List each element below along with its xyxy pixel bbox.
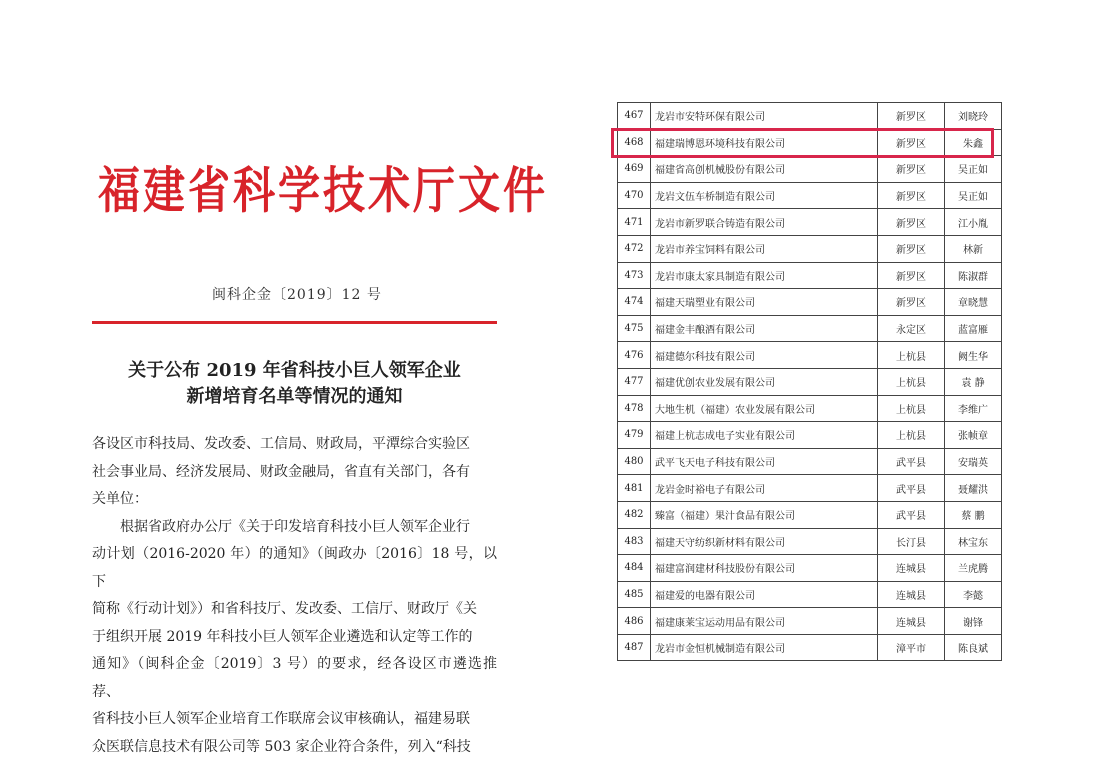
district: 漳平市 (878, 634, 945, 661)
row-number: 473 (618, 262, 651, 289)
contact-person: 袁 静 (945, 368, 1002, 395)
district: 上杭县 (878, 422, 945, 449)
district: 新罗区 (878, 262, 945, 289)
contact-person: 兰虎腾 (945, 555, 1002, 582)
table-row (618, 608, 1002, 635)
company-name: 福建天瑞塑业有限公司 (651, 289, 878, 316)
district: 新罗区 (878, 103, 945, 130)
contact-person: 章晓慧 (945, 289, 1002, 316)
contact-person: 张帧章 (945, 422, 1002, 449)
masthead: 福建省科学技术厅文件 (98, 161, 549, 220)
district: 武平县 (878, 448, 945, 475)
table-row (618, 528, 1002, 555)
table-row (618, 581, 1002, 608)
company-name: 臻富（福建）果汁食品有限公司 (651, 501, 878, 528)
contact-person: 吴正如 (945, 182, 1002, 209)
district: 上杭县 (878, 342, 945, 369)
table-row (618, 475, 1002, 502)
row-number: 475 (618, 315, 651, 342)
body-line: 简称《行动计划》）和省科技厅、发改委、工信厅、财政厅《关 (92, 601, 477, 617)
company-name: 龙岩市养宝饲料有限公司 (651, 235, 878, 262)
table-row (618, 448, 1002, 475)
body-line: 社会事业局、经济发展局、财政金融局，省直有关部门，各有 (92, 463, 470, 480)
body-line: 众医联信息技术有限公司等 503 家企业符合条件，列入“科技 (92, 738, 471, 755)
table-row (618, 156, 1002, 183)
row-number: 480 (618, 448, 651, 475)
row-number: 472 (618, 235, 651, 262)
table-row (618, 289, 1002, 316)
district: 新罗区 (878, 209, 945, 236)
company-table (617, 102, 1002, 661)
company-name: 福建康莱宝运动用品有限公司 (651, 608, 878, 635)
district: 新罗区 (878, 182, 945, 209)
table-row (618, 368, 1002, 395)
row-number: 476 (618, 342, 651, 369)
company-name: 福建富润建材科技股份有限公司 (651, 555, 878, 582)
contact-person: 刘晓玲 (945, 103, 1002, 130)
district: 新罗区 (878, 156, 945, 183)
row-number: 482 (618, 501, 651, 528)
contact-person: 谢锋 (945, 608, 1002, 635)
contact-person: 林宝东 (945, 528, 1002, 555)
company-name: 福建上杭志成电子实业有限公司 (651, 422, 878, 449)
company-name: 福建省高创机械股份有限公司 (651, 156, 878, 183)
district: 武平县 (878, 501, 945, 528)
row-number: 468 (618, 129, 651, 156)
company-table-body (618, 103, 1002, 661)
table-row (618, 501, 1002, 528)
contact-person: 阙生华 (945, 342, 1002, 369)
red-divider (92, 321, 497, 324)
body-line: 关单位： (92, 491, 148, 507)
table-row (618, 342, 1002, 369)
table-row (618, 555, 1002, 582)
notice-title (92, 358, 497, 410)
company-name: 福建优创农业发展有限公司 (651, 368, 878, 395)
company-name: 福建德尔科技有限公司 (651, 342, 878, 369)
contact-person: 蓝富雁 (945, 315, 1002, 342)
body-line: 根据省政府办公厅《关于印发培育科技小巨人领军企业行 (120, 518, 470, 535)
company-name: 龙岩市康太家具制造有限公司 (651, 262, 878, 289)
contact-person: 林新 (945, 235, 1002, 262)
title-line: 关于公布 2019 年省科技小巨人领军企业 (128, 360, 461, 381)
company-name: 龙岩文伍车桥制造有限公司 (651, 182, 878, 209)
district: 新罗区 (878, 235, 945, 262)
district: 连城县 (878, 555, 945, 582)
contact-person: 陈良斌 (945, 634, 1002, 661)
table-row (618, 209, 1002, 236)
row-number: 485 (618, 581, 651, 608)
table-row (618, 103, 1002, 130)
contact-person: 陈淑群 (945, 262, 1002, 289)
district: 连城县 (878, 581, 945, 608)
row-number: 487 (618, 634, 651, 661)
row-number: 483 (618, 528, 651, 555)
district: 上杭县 (878, 368, 945, 395)
district: 连城县 (878, 608, 945, 635)
contact-person: 李懿 (945, 581, 1002, 608)
contact-person: 吴正如 (945, 156, 1002, 183)
contact-person: 李维广 (945, 395, 1002, 422)
contact-person: 蔡 鹏 (945, 501, 1002, 528)
district: 永定区 (878, 315, 945, 342)
company-name: 龙岩市安特环保有限公司 (651, 103, 878, 130)
row-number: 484 (618, 555, 651, 582)
contact-person: 江小胤 (945, 209, 1002, 236)
district: 新罗区 (878, 289, 945, 316)
company-name: 龙岩市新罗联合铸造有限公司 (651, 209, 878, 236)
highlight-box (611, 128, 994, 158)
company-name: 福建爱的电器有限公司 (651, 581, 878, 608)
row-number: 477 (618, 368, 651, 395)
row-number: 481 (618, 475, 651, 502)
contact-person: 聂耀洪 (945, 475, 1002, 502)
table-row (618, 262, 1002, 289)
company-name: 福建金丰酿酒有限公司 (651, 315, 878, 342)
body-line: 各设区市科技局、发改委、工信局、财政局，平潭综合实验区 (92, 436, 470, 452)
document-number: 闽科企金〔2019〕12 号 (212, 287, 382, 303)
body-line: 于组织开展 2019 年科技小巨人领军企业遴选和认定等工作的 (92, 628, 473, 645)
table-row (618, 235, 1002, 262)
table-row (618, 634, 1002, 661)
contact-person: 安瑞英 (945, 448, 1002, 475)
district: 新罗区 (878, 129, 945, 156)
company-name: 龙岩市金恒机械制造有限公司 (651, 634, 878, 661)
row-number: 469 (618, 156, 651, 183)
company-name: 武平飞天电子科技有限公司 (651, 448, 878, 475)
body-line: 通知》（闽科企金〔2019〕3 号）的要求，经各设区市遴选推荐、 (92, 656, 497, 700)
table-row (618, 395, 1002, 422)
row-number: 467 (618, 103, 651, 130)
row-number: 470 (618, 182, 651, 209)
district: 上杭县 (878, 395, 945, 422)
body-line: 动计划（2016-2020 年）的通知》（闽政办〔2016〕18 号，以下 (92, 546, 497, 590)
district: 武平县 (878, 475, 945, 502)
row-number: 474 (618, 289, 651, 316)
row-number: 471 (618, 209, 651, 236)
district: 长汀县 (878, 528, 945, 555)
row-number: 478 (618, 395, 651, 422)
table-row (618, 315, 1002, 342)
company-name: 龙岩金时裕电子有限公司 (651, 475, 878, 502)
table-row (618, 182, 1002, 209)
body-line: 省科技小巨人领军企业培育工作联席会议审核确认，福建易联 (92, 711, 470, 727)
company-list (617, 102, 1002, 661)
notice-body (92, 431, 497, 761)
row-number: 486 (618, 608, 651, 635)
row-number: 479 (618, 422, 651, 449)
contact-person: 朱鑫 (945, 129, 1002, 156)
company-name: 福建瑞博恩环境科技有限公司 (651, 129, 878, 156)
company-name: 大地生机（福建）农业发展有限公司 (651, 395, 878, 422)
company-name: 福建天守纺织新材料有限公司 (651, 528, 878, 555)
title-line: 新增培育名单等情况的通知 (186, 386, 403, 407)
table-row (618, 422, 1002, 449)
